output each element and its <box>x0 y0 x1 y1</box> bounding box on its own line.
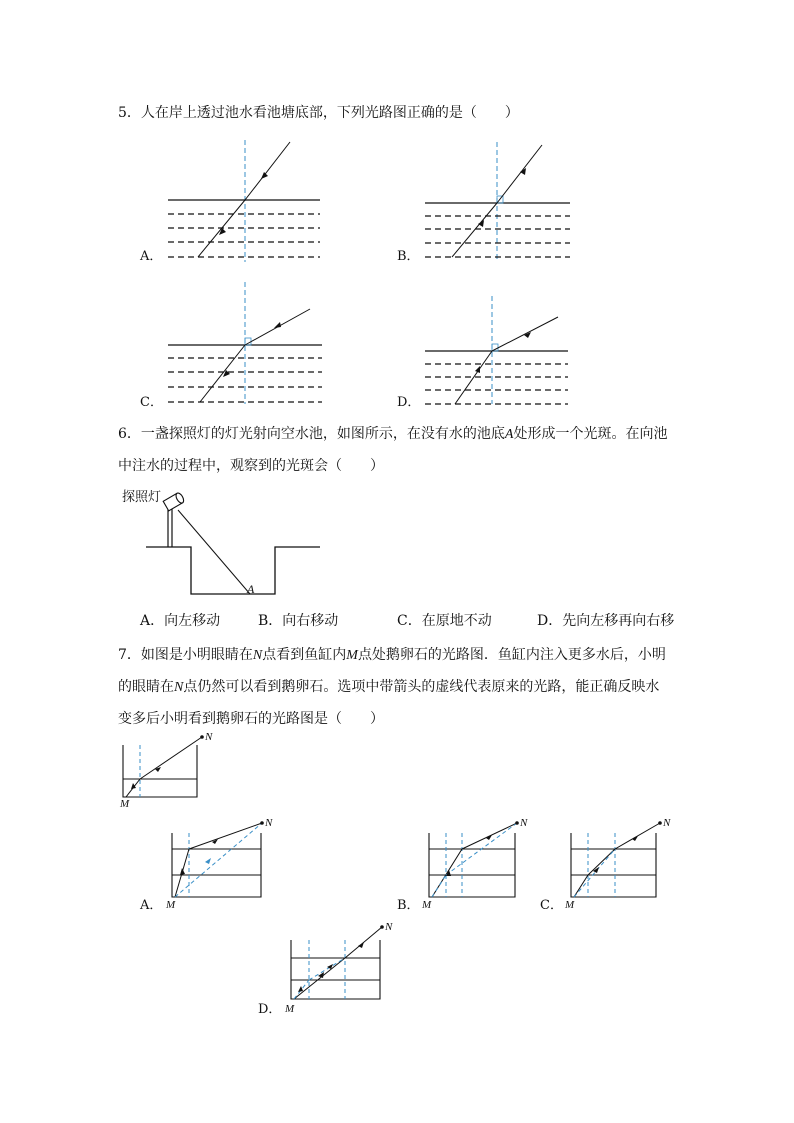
q7-option-b[interactable]: B． <box>397 898 420 913</box>
q6-point-a-label: A <box>247 582 255 596</box>
q5-option-c[interactable]: C． <box>140 395 163 410</box>
q7-option-d[interactable]: D． <box>258 1002 282 1017</box>
q7-c-label-n: N <box>663 817 671 829</box>
q6-lamp-label: 探照灯 <box>122 490 162 505</box>
q7-line2-b: 点仍然可以看到鹅卵石。选项中带箭头的虚线代表原来的光路，能正确反映水 <box>183 679 660 695</box>
q6-option-a[interactable]: A．向左移动 <box>140 613 221 629</box>
q7-a-label-m: M <box>166 899 176 911</box>
q6-option-d[interactable]: D．先向左移再向右移 <box>537 613 675 629</box>
q5-option-d[interactable]: D． <box>397 395 421 410</box>
q7-line2-a: 的眼睛在 <box>118 679 174 695</box>
q6-option-b[interactable]: B．向右移动 <box>258 613 339 629</box>
q7-option-c[interactable]: C． <box>540 898 563 913</box>
q7-figure-a <box>172 821 264 897</box>
q5-text: 5．人在岸上透过池水看池塘底部，下列光路图正确的是（ ） <box>118 105 519 121</box>
q7-option-a[interactable]: A． <box>140 898 163 913</box>
q7-line1-b: 点看到鱼缸内 <box>262 647 347 663</box>
q6-text-line2: 中注水的过程中，观察到的光斑会（ ） <box>118 458 384 474</box>
q7-b-label-m: M <box>422 899 432 911</box>
q7-var-m: M <box>346 648 358 663</box>
q7-b-label-n: N <box>520 817 528 829</box>
q7-figure-d <box>291 925 384 999</box>
q6-option-c[interactable]: C．在原地不动 <box>397 613 492 629</box>
q7-text-line3: 变多后小明看到鹅卵石的光路图是（ ） <box>118 711 384 727</box>
q6-line1-a: 6．一盏探照灯的灯光射向空水池，如图所示，在没有水的池底 <box>118 426 505 442</box>
q7-figure-c <box>571 821 662 897</box>
q7-c-label-m: M <box>565 899 575 911</box>
q7-figure-b <box>429 821 519 897</box>
q6-line1-b: 处形成一个光斑。在向池 <box>513 426 668 442</box>
q7-a-label-n: N <box>265 817 273 829</box>
q7-main-label-m: M <box>120 798 130 810</box>
q7-line1-a: 7．如图是小明眼睛在 <box>118 647 253 663</box>
q7-main-figure <box>123 735 204 797</box>
q7-d-label-m: M <box>285 1003 295 1015</box>
q7-main-label-n: N <box>205 731 213 743</box>
q7-d-label-n: N <box>385 921 393 933</box>
q5-option-a[interactable]: A． <box>140 249 163 264</box>
q7-line1-c: 点处鹅卵石的光路图．鱼缸内注入更多水后，小明 <box>357 647 666 663</box>
q5-option-b[interactable]: B． <box>397 249 420 264</box>
q7-var-n: N <box>252 648 263 663</box>
q6-var-a: A <box>504 427 514 442</box>
q7-var-n2: N <box>174 680 184 695</box>
